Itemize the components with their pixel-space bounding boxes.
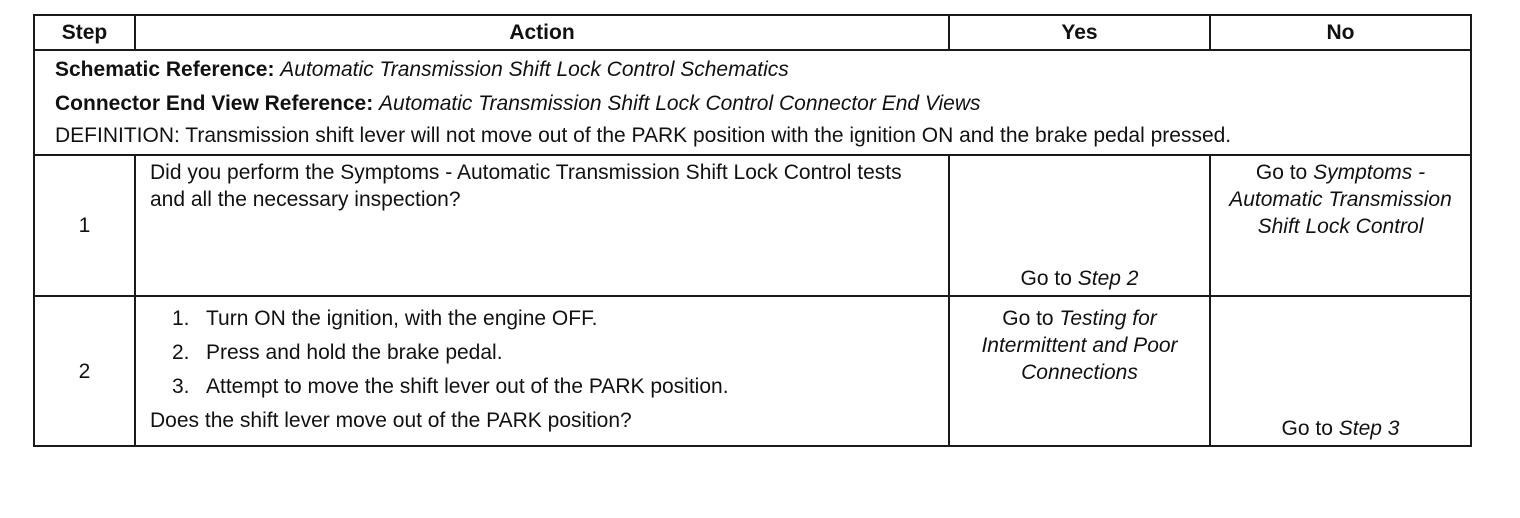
substep-number: 2. [172,341,190,364]
list-item [172,305,940,332]
no-target-link[interactable]: Symptoms - Automatic Transmission Shift Lock Control [1229,161,1452,238]
yes-target-link[interactable]: Step 2 [1077,267,1139,290]
schematic-reference-link[interactable]: Automatic Transmission Shift Lock Control Schematics [280,58,789,81]
connector-reference-label: Connector End View Reference: [55,92,374,115]
yes-result [949,296,1210,446]
definition-text: DEFINITION: Transmission shift lever will not move out of the PARK position with the ignition ON and the brake pedal pressed. [55,124,1232,147]
step-action: Did you perform the Symptoms - Automatic Transmission Shift Lock Control tests and all the necessary inspection? [135,155,949,296]
step-question: Does the shift lever move out of the PARK position? [150,409,632,432]
no-prefix: Go to [1281,417,1333,440]
step-action [135,296,949,446]
substep-number: 3. [172,375,190,398]
substep-text: Attempt to move the shift lever out of the PARK position. [206,375,729,398]
yes-target-link[interactable]: Testing for Intermittent and Poor Connections [981,307,1178,384]
reference-cell [34,50,1471,155]
substep-list [150,305,940,400]
substep-text: Turn ON the ignition, with the engine OFF. [206,307,598,330]
list-item [172,373,940,400]
yes-result [949,155,1210,296]
header-step: Step [34,15,135,50]
no-prefix: Go to [1255,161,1308,184]
table-row [34,155,1471,296]
no-target-link[interactable]: Step 3 [1338,417,1400,440]
header-action: Action [135,15,949,50]
step-number: 1 [34,155,135,296]
schematic-reference [55,56,1460,83]
reference-row [34,50,1471,155]
step-number: 2 [34,296,135,446]
header-row [34,15,1471,50]
yes-prefix: Go to [1002,307,1054,330]
yes-prefix: Go to [1020,267,1072,290]
schematic-reference-label: Schematic Reference: [55,58,275,81]
list-item [172,339,940,366]
connector-reference [55,90,1460,117]
header-yes: Yes [949,15,1210,50]
header-no: No [1210,15,1471,50]
substep-text: Press and hold the brake pedal. [206,341,503,364]
diagnostic-table [33,14,1472,447]
connector-reference-link[interactable]: Automatic Transmission Shift Lock Control Connector End Views [379,92,981,115]
no-result [1210,296,1471,446]
no-result [1210,155,1471,296]
substep-number: 1. [172,307,190,330]
table-row [34,296,1471,446]
